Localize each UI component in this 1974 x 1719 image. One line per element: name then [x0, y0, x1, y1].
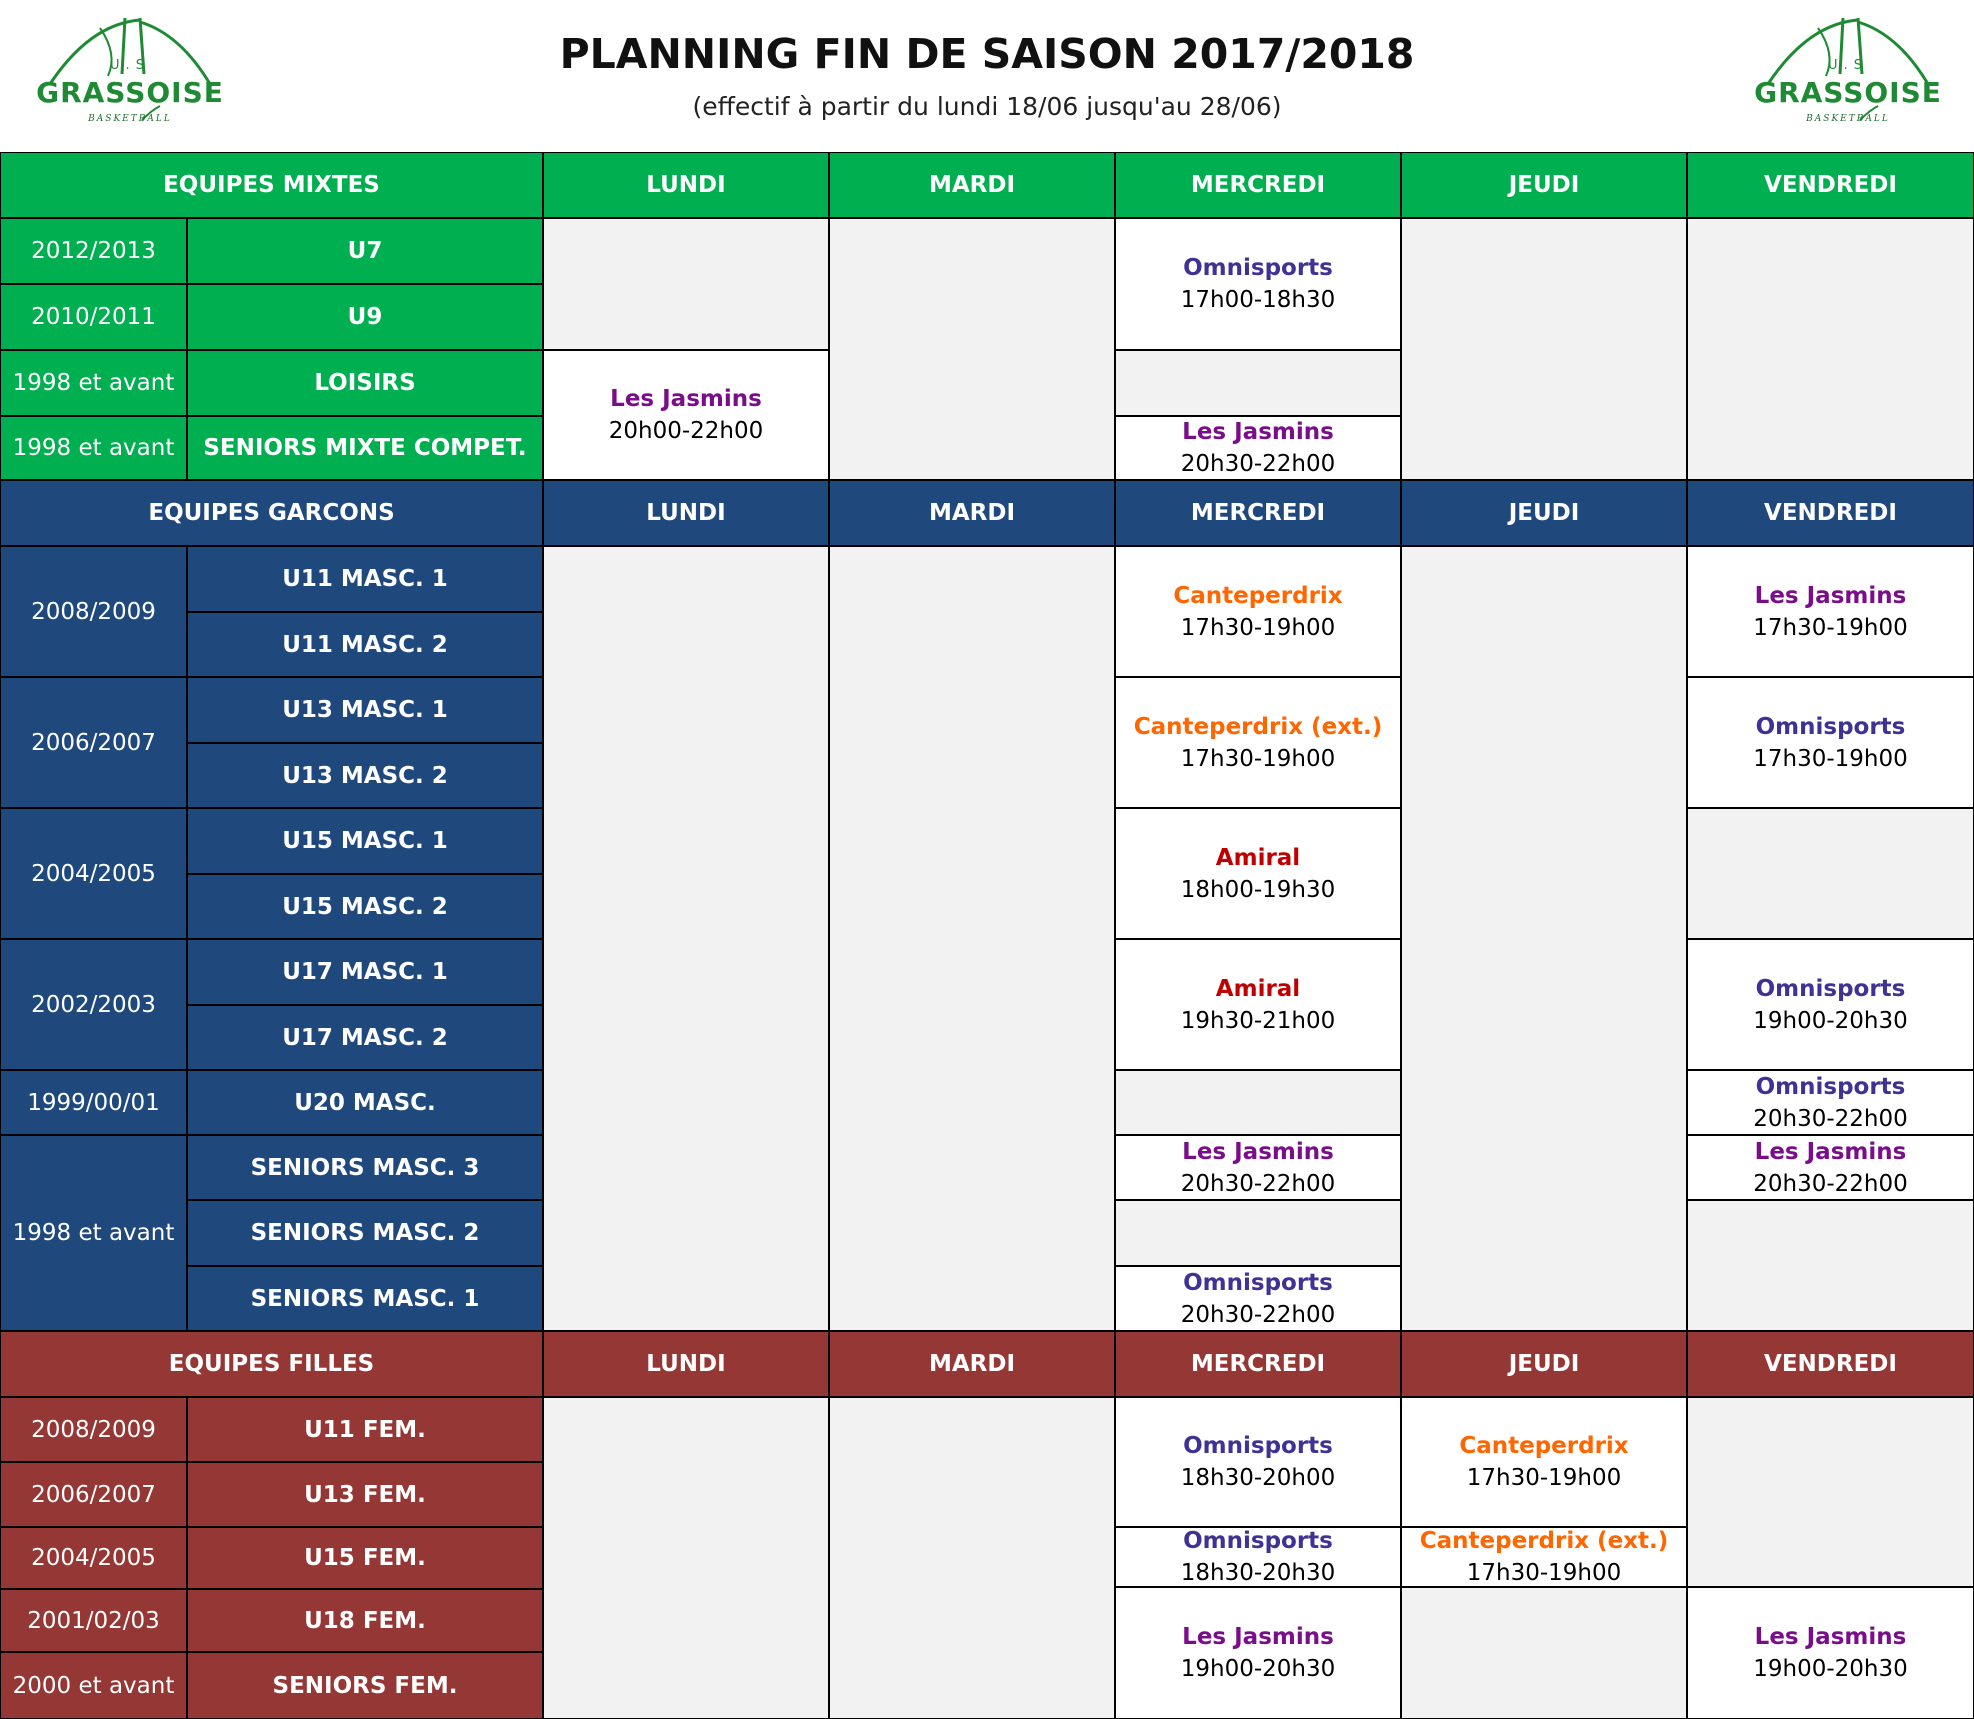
session-time: 17h30-19h00	[1466, 1465, 1622, 1491]
team-cell	[187, 1462, 543, 1527]
page-header	[0, 0, 1974, 152]
session-time: 18h00-19h30	[1180, 876, 1336, 903]
year-cell	[0, 350, 187, 416]
year-cell	[0, 1397, 187, 1462]
session-time: 18h30-20h30	[1180, 1560, 1336, 1586]
session-venue: Canteperdrix (ext.)	[1419, 1528, 1669, 1554]
day-label: LUNDI	[646, 500, 726, 526]
session-venue: Omnisports	[1755, 975, 1906, 1002]
team-cell	[187, 416, 543, 480]
section-header	[0, 152, 543, 218]
session-cell	[1115, 218, 1401, 350]
team-label: U11 MASC. 1	[282, 566, 448, 592]
day-header-lundi	[543, 480, 829, 546]
day-header-mardi	[829, 152, 1115, 218]
session-venue: Omnisports	[1183, 1269, 1333, 1296]
team-cell	[187, 1070, 543, 1135]
day-header-lundi	[543, 1331, 829, 1397]
year-cell	[0, 808, 187, 939]
team-cell	[187, 1266, 543, 1331]
day-header-vendredi	[1687, 1331, 1974, 1397]
team-label: SENIORS FEM.	[272, 1672, 458, 1699]
session-time: 17h30-19h00	[1753, 614, 1908, 641]
year-label: 2004/2005	[31, 1545, 156, 1571]
section-header	[0, 1331, 543, 1397]
year-cell	[0, 546, 187, 677]
session-venue: Omnisports	[1183, 1433, 1333, 1459]
session-cell	[543, 350, 829, 480]
day-label: MARDI	[928, 500, 1016, 526]
team-label: SENIORS MASC. 2	[250, 1220, 480, 1246]
session-time: 20h30-22h00	[1180, 451, 1336, 477]
session-venue: Amiral	[1215, 844, 1301, 871]
year-label: 2010/2011	[31, 304, 156, 330]
session-cell	[1115, 1397, 1401, 1527]
empty-slot	[1115, 350, 1401, 416]
day-header-jeudi	[1401, 152, 1687, 218]
day-header-mardi	[829, 1331, 1115, 1397]
team-label: U17 MASC. 1	[282, 959, 448, 985]
session-cell	[1687, 939, 1974, 1070]
year-cell	[0, 1589, 187, 1652]
session-cell	[1115, 1527, 1401, 1587]
page-title: PLANNING FIN DE SAISON 2017/2018	[559, 30, 1415, 78]
session-cell	[1687, 1587, 1974, 1719]
year-label: 2000 et avant	[12, 1672, 175, 1699]
team-label: U15 MASC. 1	[282, 828, 448, 854]
empty-slot	[1687, 218, 1974, 480]
empty-slot	[1687, 1200, 1974, 1331]
logo-us-text: U.S	[1828, 58, 1868, 73]
team-cell	[187, 939, 543, 1005]
session-time: 20h30-22h00	[1180, 1170, 1336, 1197]
year-cell	[0, 1070, 187, 1135]
year-label: 2012/2013	[31, 238, 156, 264]
day-label: VENDREDI	[1764, 172, 1897, 198]
session-time: 20h30-22h00	[1753, 1170, 1908, 1197]
session-venue: Les Jasmins	[1754, 1624, 1907, 1650]
session-venue: Canteperdrix (ext.)	[1133, 713, 1383, 740]
session-cell	[1115, 546, 1401, 677]
day-header-mercredi	[1115, 1331, 1401, 1397]
session-cell	[1115, 416, 1401, 480]
team-cell	[187, 350, 543, 416]
empty-slot	[1115, 1070, 1401, 1135]
day-label: MARDI	[928, 172, 1016, 198]
year-cell	[0, 218, 187, 284]
year-label: 1998 et avant	[12, 370, 175, 396]
day-header-vendredi	[1687, 480, 1974, 546]
day-header-mercredi	[1115, 152, 1401, 218]
year-cell	[0, 416, 187, 480]
session-cell	[1115, 808, 1401, 939]
day-label: JEUDI	[1508, 172, 1580, 198]
team-cell	[187, 808, 543, 874]
section-title: EQUIPES MIXTES	[163, 172, 380, 198]
session-venue: Les Jasmins	[1754, 582, 1907, 609]
session-time: 20h30-22h00	[1180, 1301, 1336, 1328]
year-cell	[0, 1527, 187, 1589]
empty-slot	[1401, 546, 1687, 1331]
schedule-table	[0, 152, 1974, 1719]
day-header-mercredi	[1115, 480, 1401, 546]
logo-name-text: GRASSOISE	[1754, 76, 1942, 109]
year-label: 1998 et avant	[12, 435, 175, 461]
session-venue: Amiral	[1215, 975, 1301, 1002]
team-cell	[187, 677, 543, 743]
team-label: U15 MASC. 2	[282, 893, 448, 920]
session-time: 19h30-21h00	[1180, 1007, 1336, 1034]
team-cell	[187, 1527, 543, 1589]
session-time: 20h30-22h00	[1753, 1105, 1908, 1132]
team-label: U7	[347, 238, 383, 264]
year-label: 2006/2007	[31, 729, 156, 756]
section-title: EQUIPES GARCONS	[148, 500, 395, 526]
session-cell	[1115, 1587, 1401, 1719]
session-time: 17h00-18h30	[1180, 287, 1336, 313]
team-cell	[187, 874, 543, 939]
team-label: U11 FEM.	[304, 1416, 426, 1443]
day-header-mardi	[829, 480, 1115, 546]
session-time: 17h30-19h00	[1180, 614, 1336, 641]
day-header-jeudi	[1401, 1331, 1687, 1397]
session-time: 17h30-19h00	[1180, 745, 1336, 772]
empty-slot	[829, 546, 1115, 1331]
day-label: JEUDI	[1508, 1351, 1580, 1377]
session-time: 17h30-19h00	[1753, 745, 1908, 772]
session-venue: Les Jasmins	[1182, 419, 1334, 445]
team-label: LOISIRS	[314, 370, 416, 396]
logo-us-text: U.S	[110, 58, 150, 73]
section-title: EQUIPES FILLES	[168, 1351, 375, 1377]
session-cell	[1115, 1266, 1401, 1331]
team-label: U17 MASC. 2	[282, 1024, 448, 1051]
team-label: U11 MASC. 2	[282, 631, 448, 658]
day-label: MERCREDI	[1190, 1351, 1326, 1377]
team-label: SENIORS MIXTE COMPET.	[203, 435, 527, 461]
day-label: MERCREDI	[1190, 172, 1326, 198]
session-time: 19h00-20h30	[1180, 1656, 1336, 1682]
day-label: MARDI	[928, 1351, 1016, 1377]
logo-sport-text: BASKETBALL	[88, 114, 172, 124]
session-cell	[1687, 1070, 1974, 1135]
session-time: 19h00-20h30	[1753, 1007, 1908, 1034]
year-cell	[0, 1135, 187, 1331]
day-label: VENDREDI	[1764, 1351, 1897, 1377]
session-venue: Omnisports	[1183, 255, 1333, 281]
session-cell	[1115, 939, 1401, 1070]
empty-slot	[1115, 1200, 1401, 1266]
session-venue: Canteperdrix	[1173, 582, 1343, 609]
day-header-jeudi	[1401, 480, 1687, 546]
session-venue: Omnisports	[1755, 1073, 1906, 1100]
team-cell	[187, 1652, 543, 1719]
team-label: U18 FEM.	[304, 1607, 426, 1634]
year-label: 2002/2003	[31, 991, 156, 1018]
section-header	[0, 480, 543, 546]
day-label: VENDREDI	[1764, 500, 1897, 526]
team-cell	[187, 1135, 543, 1200]
day-label: MERCREDI	[1190, 500, 1326, 526]
page-subtitle: (effectif à partir du lundi 18/06 jusqu'au 28/06)	[692, 92, 1282, 121]
logo-sport-text: BASKETBALL	[1806, 114, 1890, 124]
team-label: SENIORS MASC. 1	[250, 1285, 480, 1312]
team-cell	[187, 743, 543, 808]
club-logo-right	[1748, 14, 1948, 132]
year-cell	[0, 677, 187, 808]
year-cell	[0, 939, 187, 1070]
year-label: 1999/00/01	[27, 1089, 160, 1116]
year-cell	[0, 1652, 187, 1719]
session-cell	[1687, 677, 1974, 808]
year-label: 2008/2009	[31, 1416, 156, 1443]
session-venue: Les Jasmins	[1182, 1138, 1334, 1165]
year-cell	[0, 1462, 187, 1527]
team-cell	[187, 1397, 543, 1462]
team-label: U13 FEM.	[304, 1481, 426, 1508]
team-label: U9	[347, 304, 383, 330]
team-label: SENIORS MASC. 3	[250, 1154, 480, 1181]
session-cell	[1687, 546, 1974, 677]
empty-slot	[829, 1397, 1115, 1719]
session-cell	[1687, 1135, 1974, 1200]
logo-name-text: GRASSOISE	[36, 76, 224, 109]
session-cell	[1115, 1135, 1401, 1200]
empty-slot	[543, 218, 829, 350]
year-label: 2004/2005	[31, 860, 156, 887]
team-label: U15 FEM.	[304, 1545, 426, 1571]
session-venue: Les Jasmins	[1754, 1138, 1907, 1165]
day-header-vendredi	[1687, 152, 1974, 218]
empty-slot	[829, 218, 1115, 480]
session-time: 17h30-19h00	[1466, 1560, 1622, 1586]
session-cell	[1401, 1527, 1687, 1587]
empty-slot	[1401, 1587, 1687, 1719]
year-label: 2008/2009	[31, 598, 156, 625]
session-cell	[1115, 677, 1401, 808]
session-venue: Canteperdrix	[1459, 1433, 1629, 1459]
empty-slot	[1687, 808, 1974, 939]
session-venue: Les Jasmins	[610, 386, 762, 412]
session-cell	[1401, 1397, 1687, 1527]
session-time: 20h00-22h00	[608, 418, 764, 444]
year-label: 2006/2007	[31, 1481, 156, 1508]
team-cell	[187, 1589, 543, 1652]
team-cell	[187, 284, 543, 350]
empty-slot	[543, 1397, 829, 1719]
team-label: U20 MASC.	[294, 1089, 436, 1116]
team-label: U13 MASC. 1	[282, 697, 448, 723]
team-cell	[187, 218, 543, 284]
team-cell	[187, 1005, 543, 1070]
day-header-lundi	[543, 152, 829, 218]
session-time: 19h00-20h30	[1753, 1656, 1908, 1682]
team-cell	[187, 1200, 543, 1266]
session-venue: Omnisports	[1183, 1528, 1333, 1554]
year-label: 1998 et avant	[12, 1220, 175, 1246]
empty-slot	[1687, 1397, 1974, 1587]
team-label: U13 MASC. 2	[282, 762, 448, 789]
team-cell	[187, 546, 543, 612]
day-label: JEUDI	[1508, 500, 1580, 526]
session-time: 18h30-20h00	[1180, 1465, 1336, 1491]
session-venue: Les Jasmins	[1182, 1624, 1334, 1650]
day-label: LUNDI	[646, 172, 726, 198]
year-label: 2001/02/03	[27, 1607, 160, 1634]
empty-slot	[543, 546, 829, 1331]
year-cell	[0, 284, 187, 350]
team-cell	[187, 612, 543, 677]
empty-slot	[1401, 218, 1687, 480]
session-venue: Omnisports	[1755, 713, 1906, 740]
day-label: LUNDI	[646, 1351, 726, 1377]
